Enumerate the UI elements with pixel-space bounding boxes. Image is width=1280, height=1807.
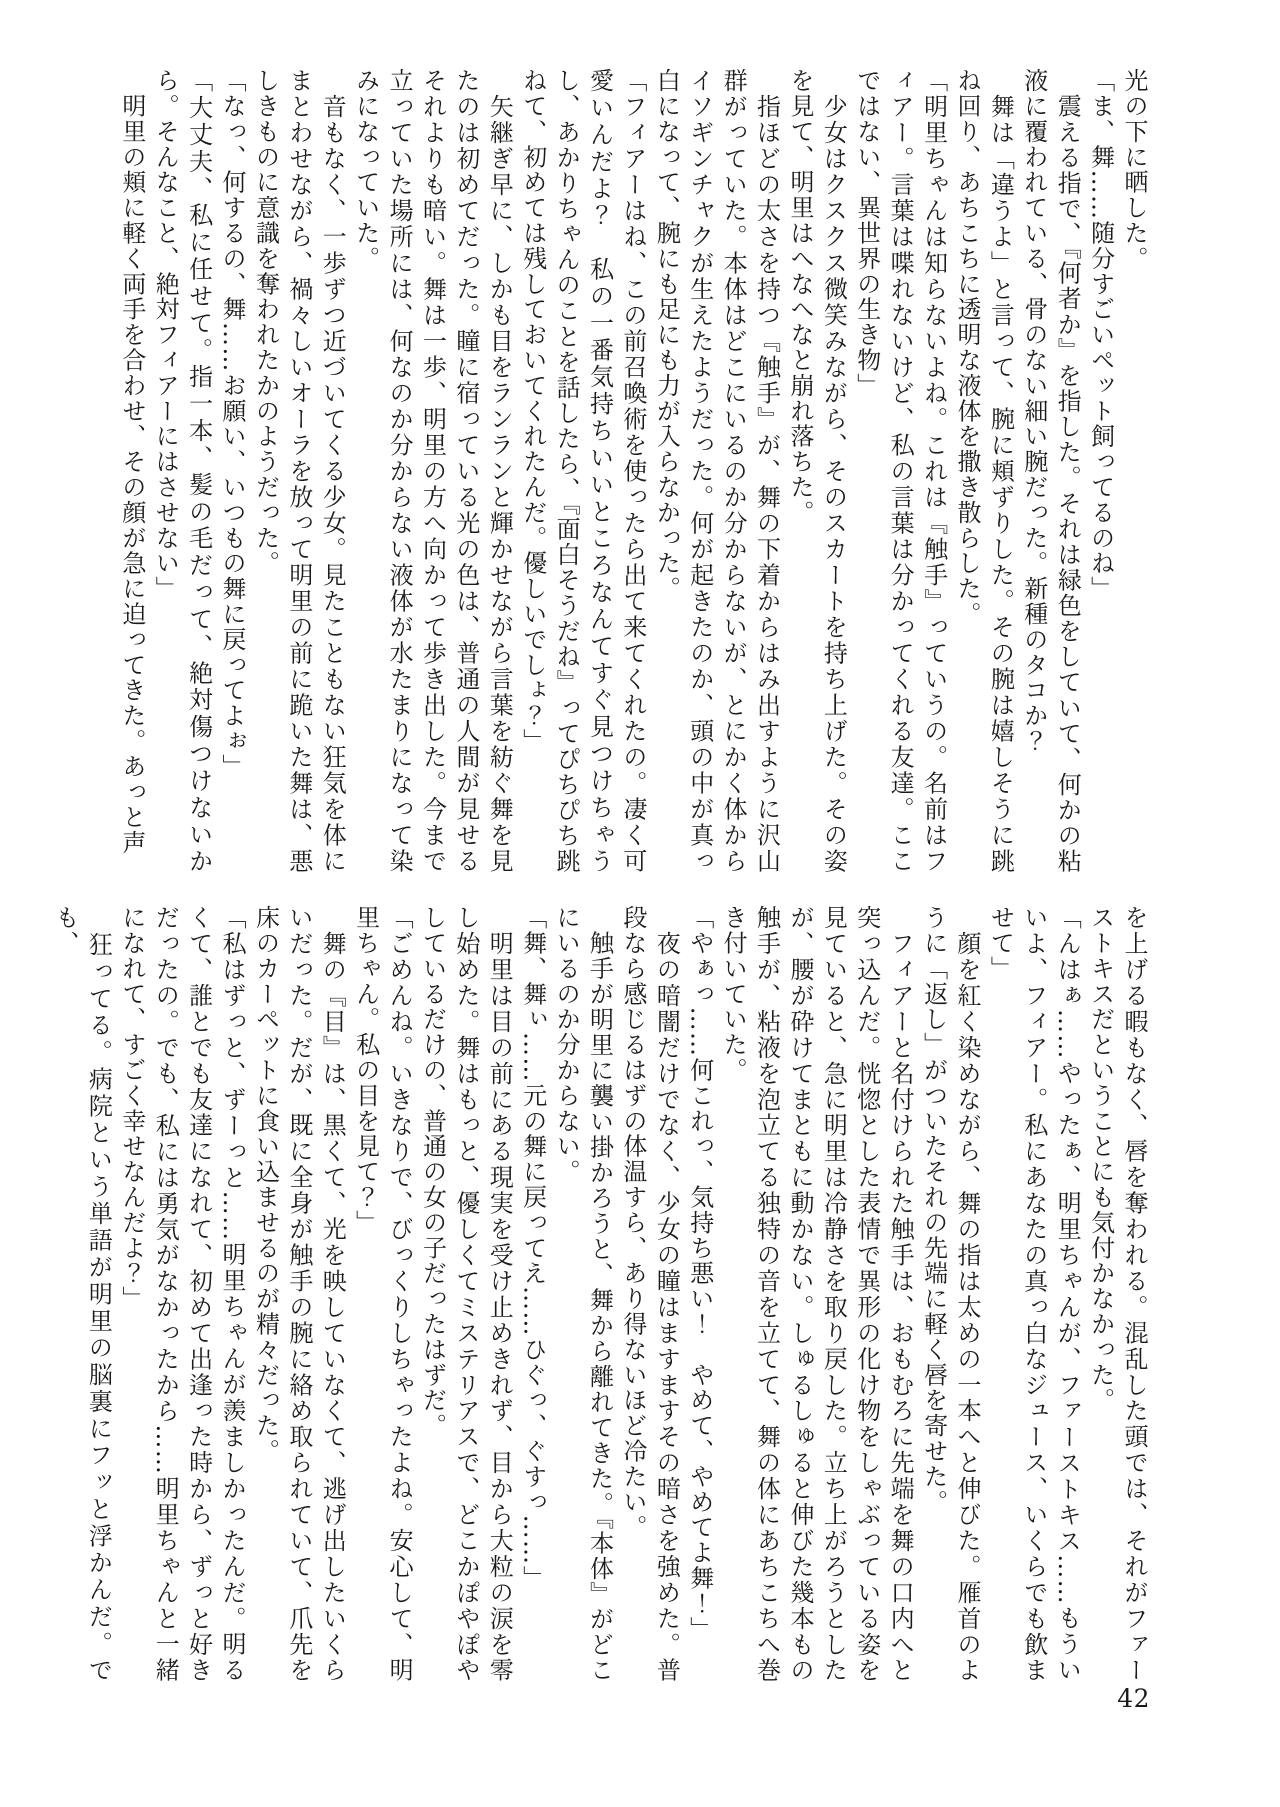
paragraph: 触手が明里に襲い掛かろうと、舞から離れてきた。『本体』がどこにいるのか分からない。 [552, 905, 614, 1683]
paragraph: 舞の『目』は、黒くて、光を映していなくて、逃げ出したいくらいだった。だが、既に全身が触手の腕に絡め取られていて、爪先を床のカーペットに食い込ませるのが精々だった。 [251, 905, 347, 1683]
paragraph: 「んはぁ……やったぁ、明里ちゃんが、ファーストキス……もういいよ、フィアー。私にあなたの真っ白なジュース、いくらでも飲ませて」 [986, 905, 1082, 1683]
paragraph: 「ま、舞……随分すごいペット飼ってるのね」 [1086, 68, 1115, 602]
paragraph: フィアーと名付けられた触手は、おもむろに先端を舞の口内へと突っ込んだ。恍惚とした表情で異形の化け物をしゃぶっている姿を見ていると、急に明里は冷静さを取り戻した。立ち上がろうとしたが、腰が砕けてまともに動かない。しゅるしゅると伸びた幾本もの触手が、粘液を泡立てる独特の音を立てて、舞の体にあちこちへ巻き付いていた。 [719, 905, 915, 1683]
paragraph: 狂ってる。病院という単語が明里の脳裏にフッと浮かんだ。でも、 [51, 905, 113, 1683]
page-number: 42 [1117, 1684, 1150, 1713]
paragraph: 「ごめんね。いきなりで、びっくりしちゃったよね。安心して、明里ちゃん。私の目を見て？」 [351, 905, 414, 1683]
text-block-bottom [48, 905, 1150, 1683]
paragraph: 顔を紅く染めながら、舞の指は太めの一本へと伸びた。雁首のように「返し」がついたそれの先端に軽く唇を寄せた。 [919, 905, 981, 1683]
paragraph: 明里の頬に軽く両手を合わせ、その顔が急に迫ってきた。あっと声 [117, 68, 146, 856]
paragraph: 指ほどの太さを持つ『触手』が、舞の下着からはみ出すように沢山群がっていた。本体はどこにいるのか分からないが、とにかく体からイソギンチャクが生えたようだった。何が起きたのか、頭の中が真っ白になって、腕にも足にも力が入らなかった。 [652, 68, 781, 874]
paragraph: 光の下に晒した。 [1120, 68, 1148, 272]
paragraph: 「明里ちゃんは知らないよね。これは『触手』っていうの。名前はフィアー。言葉は喋れないけど、私の言葉は分かってくれる友達。ここではない、異世界の生き物」 [852, 68, 948, 874]
paragraph: 夜の暗闇だけでなく、少女の瞳はますますその暗さを強めた。普段なら感じるはずの体温すら、あり得ないほど冷たい。 [618, 905, 681, 1683]
paragraph: 「私はずっと、ずーっと……明里ちゃんが羨ましかったんだ。明るくて、誰とでも友達になれて、初めて出逢った時から、ずっと好きだったの。でも、私には勇気がなかったから……明里ちゃんと一緒になれて、すごく幸せなんだよ？」 [117, 905, 247, 1683]
paragraph: 少女はクスクス微笑みながら、そのスカートを持ち上げた。その姿を見て、明里はへなへなと崩れ落ちた。 [785, 68, 848, 874]
paragraph: 矢継ぎ早に、しかも目をランランと輝かせながら言葉を紡ぐ舞を見たのは初めてだった。瞳に宿っている光の色は、普通の人間が見せるそれよりも暗い。舞は一歩、明里の方へ向かって歩き出した。今まで立っていた場所には、何なのか分からない液体が水たまりになって染みになっていた。 [351, 68, 514, 874]
paragraph: 「大丈夫、私に任せて。指一本、髪の毛だって、絶対傷つけないから。そんなこと、絶対フィアーにはさせない」 [151, 68, 213, 874]
paragraph: 「やぁっ……何これっ、気持ち悪い！ やめて、やめてよ舞！」 [685, 905, 714, 1642]
paragraph: 「なっ、何するの、舞……お願い、いつもの舞に戻ってよぉ」 [218, 68, 247, 780]
paragraph: 「舞、舞ぃ……元の舞に戻ってえ……ひぐっ、ぐすっ……」 [518, 905, 547, 1591]
paragraph: を上げる暇もなく、唇を奪われる。混乱した頭では、それがファーストキスだということにも気付かなかった。 [1086, 905, 1148, 1683]
text-block-top [114, 68, 1150, 874]
paragraph: 音もなく、一歩ずつ近づいてくる少女。見たこともない狂気を体にまとわせながら、禍々しいオーラを放って明里の前に跪いた舞は、悪しきものに意識を奪われたかのようだった。 [251, 68, 347, 874]
paragraph: 明里は目の前にある現実を受け止めきれず、目から大粒の涙を零し始めた。舞はもっと、優しくてミステリアスで、どこかぽやぽやしているだけの、普通の女の子だったはずだ。 [418, 905, 514, 1683]
paragraph: 震える指で、『何者か』を指した。それは緑色をしていて、何かの粘液に覆われている、骨のない細い腕だった。新種のタコか？ [1019, 68, 1082, 874]
paragraph: 「フィアーはね、この前召喚術を使ったら出て来てくれたの。凄く可愛いんだよ？ 私の一番気持ちいいところなんてすぐ見つけちゃうし、あかりちゃんのことを話したら、『面白そうだね』ってぴちぴち跳ねて、初めては残しておいてくれたんだ。優しいでしょ？」 [518, 68, 647, 874]
paragraph: 舞は「違うよ」と言って、腕に頬ずりした。その腕は嬉しそうに跳ね回り、あちこちに透明な液体を撒き散らした。 [952, 68, 1015, 874]
